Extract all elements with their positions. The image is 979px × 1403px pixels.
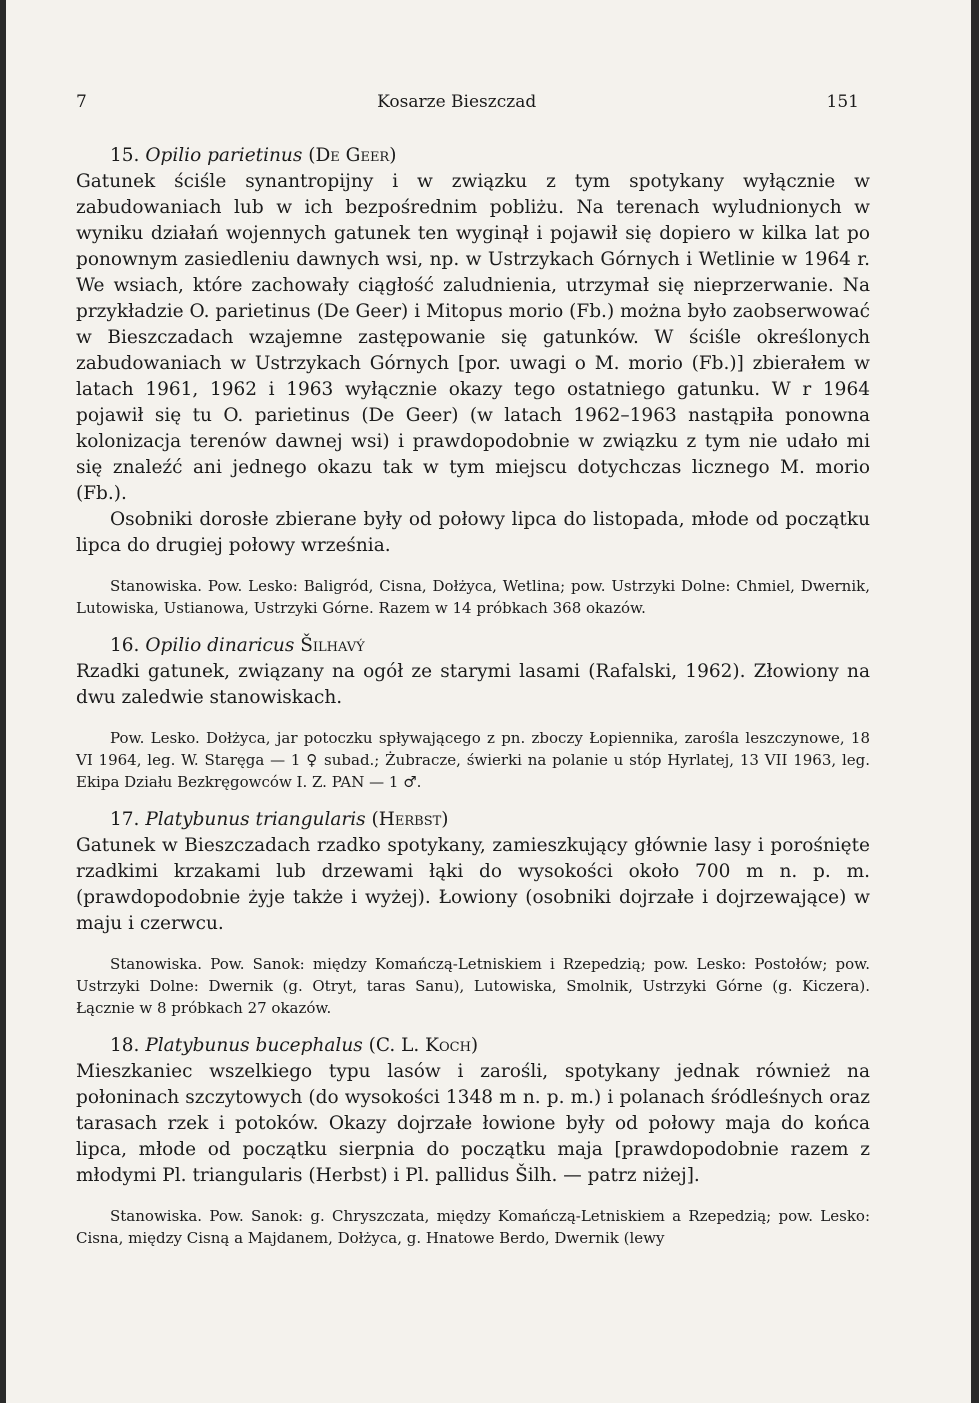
localities: Pow. Lesko. Dołżyca, jar potoczku spływającego z pn. zboczy Łopiennika, zarośla leszczynowe, 18 VI 1964, leg. W. Staręga — 1 ♀ subad.; Żubracze, świerki na polanie u stóp Hyrlatej, 13 VII 1963, leg. Ekipa Działu Bezkręgowców I. Z. PAN — 1 ♂.: [76, 729, 870, 791]
species-heading: 18. Platybunus bucephalus (C. L. Koch): [110, 1035, 479, 1056]
localities: Stanowiska. Pow. Lesko: Baligród, Cisna, Dołżyca, Wetlina; pow. Ustrzyki Dolne: Chmiel, Dwernik, Lutowiska, Ustianowa, Ustrzyki Górne. Razem w 14 próbkach 368 okazów.: [76, 577, 870, 617]
species-entry-15: [76, 143, 870, 619]
species-name: Opilio parietinus: [145, 145, 303, 166]
main-text: [76, 143, 870, 1249]
species-name: Platybunus triangularis: [145, 809, 366, 830]
article-title: Kosarze Bieszczad: [377, 92, 537, 112]
species-description: Gatunek w Bieszczadach rzadko spotykany, zamieszkujący głównie lasy i porośnięte rzadkimi krzakami lub drzewami łąki do wysokości około 700 m n. p. m. (prawdopodobnie żyje także i wyżej). Łowiony (osobniki dojrzałe i dojrzewające) w maju i czerwcu.: [76, 835, 870, 934]
species-entry-16: [76, 633, 870, 793]
species-author: (De Geer): [308, 145, 397, 166]
species-heading: 17. Platybunus triangularis (Herbst): [110, 809, 449, 830]
species-heading: 16. Opilio dinaricus Šilhavý: [110, 635, 365, 656]
species-entry-18: [76, 1033, 870, 1249]
species-name: Platybunus bucephalus: [145, 1035, 363, 1056]
species-description: Gatunek ściśle synantropijny i w związku z tym spotykany wyłącznie w zabudowaniach lub w ich bezpośrednim pobliżu. Na terenach wyludnionych w wyniku działań wojennych gatunek ten wyginął i pojawił się dopiero w kilka lat po ponownym zasiedleniu dawnych wsi, np. w Ustrzykach Górnych i Wetlinie w 1964 r. We wsiach, które zachowały ciągłość zaludnienia, utrzymał się nieprzerwanie. Na przykładzie O. parietinus (De Geer) i Mitopus morio (Fb.) można było zaobserwować w Bieszczadach wzajemne zastępowanie się gatunków. W ściśle określonych zabudowaniach w Ustrzykach Górnych [por. uwagi o M. morio (Fb.)] zbierałem w latach 1961, 1962 i 1963 wyłącznie okazy tego ostatniego gatunku. W r 1964 pojawił się tu O. parietinus (De Geer) (w latach 1962–1963 nastąpiła ponowna kolonizacja terenów dawnej wsi) i prawdopodobnie w związku z tym nie udało mi się znaleźć ani jednego okazu tak w tym miejscu dotychczas licznego M. morio (Fb.).: [76, 171, 870, 504]
species-description: Osobniki dorosłe zbierane były od połowy lipca do listopada, młode od początku lipca do drugiej połowy września.: [76, 509, 870, 556]
species-author: (Herbst): [371, 809, 449, 830]
species-heading: 15. Opilio parietinus (De Geer): [110, 145, 397, 166]
journal-volume: 7: [76, 92, 87, 112]
running-head: [76, 92, 859, 112]
page-number: 151: [826, 92, 859, 112]
localities: Stanowiska. Pow. Sanok: g. Chryszczata, między Komańczą-Letniskiem a Rzepedzią; pow. Lesko: Cisna, między Cisną a Majdanem, Dołżyca, g. Hnatowe Berdo, Dwernik (lewy: [76, 1207, 870, 1247]
species-description: Rzadki gatunek, związany na ogół ze starymi lasami (Rafalski, 1962). Złowiony na dwu zaledwie stanowiskach.: [76, 661, 870, 708]
species-author: (C. L. Koch): [368, 1035, 479, 1056]
species-name: Opilio dinaricus: [145, 635, 295, 656]
species-entry-17: [76, 807, 870, 1019]
species-author: Šilhavý: [300, 635, 365, 656]
species-description: Mieszkaniec wszelkiego typu lasów i zarośli, spotykany jednak również na połoninach szczytowych (do wysokości 1348 m n. p. m.) i polanach śródleśnych oraz tarasach rzek i potoków. Okazy dojrzałe łowione były od połowy maja do końca lipca, młode od początku sierpnia do początku maja [prawdopodobnie razem z młodymi Pl. triangularis (Herbst) i Pl. pallidus Šilh. — patrz niżej].: [76, 1061, 870, 1186]
localities: Stanowiska. Pow. Sanok: między Komańczą-Letniskiem i Rzepedzią; pow. Lesko: Postołów; pow. Ustrzyki Dolne: Dwernik (g. Otryt, taras Sanu), Lutowiska, Smolnik, Ustrzyki Górne (g. Kiczera). Łącznie w 8 próbkach 27 okazów.: [76, 955, 870, 1017]
